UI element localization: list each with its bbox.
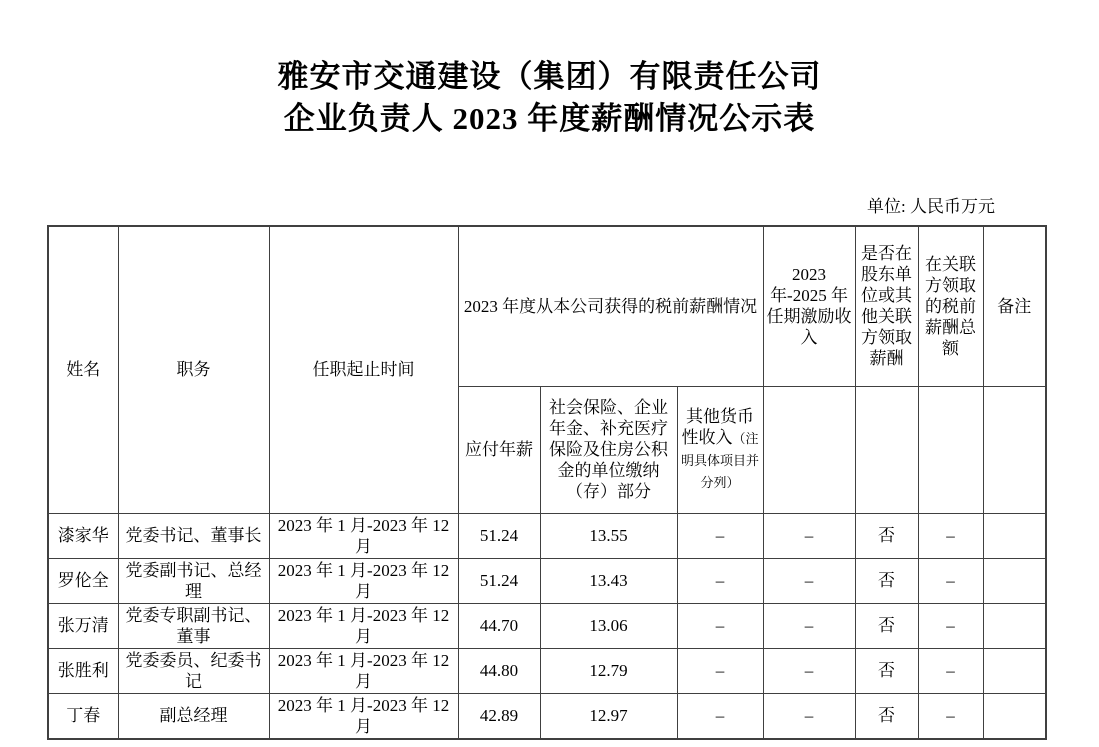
salary-table [47,225,1047,740]
cell-incentive: – [763,648,855,693]
header-term: 任职起止时间 [269,226,458,513]
header-position: 职务 [118,226,269,513]
header-term-incentive: 2023 年-2025 年任期激励收入 [763,226,855,386]
empty-cell-related-party-total [918,386,983,513]
cell-related-total: – [918,558,983,603]
cell-related-total: – [918,648,983,693]
cell-incentive: – [763,558,855,603]
empty-cell-related-party-question [855,386,918,513]
cell-term: 2023 年 1 月-2023 年 12 月 [269,648,458,693]
cell-name: 张胜利 [48,648,118,693]
cell-other-income: – [677,648,763,693]
header-salary-payable: 应付年薪 [458,386,540,513]
header-other-income-main: 其他货币性收入 [681,407,755,447]
cell-insurance: 13.06 [540,603,677,648]
title-line-1: 雅安市交通建设（集团）有限责任公司 [277,59,822,94]
cell-annual-salary: 51.24 [458,558,540,603]
title-line-2: 企业负责人 2023 年度薪酬情况公示表 [283,101,816,136]
cell-other-income: – [677,603,763,648]
table-row [48,603,1046,648]
cell-position: 党委书记、董事长 [118,513,269,558]
cell-annual-salary: 42.89 [458,693,540,739]
cell-insurance: 12.97 [540,693,677,739]
header-name: 姓名 [48,226,118,513]
cell-related-total: – [918,693,983,739]
table-row [48,693,1046,739]
cell-term: 2023 年 1 月-2023 年 12 月 [269,558,458,603]
header-social-insurance: 社会保险、企业年金、补充医疗保险及住房公积金的单位缴纳（存）部分 [540,386,677,513]
cell-term: 2023 年 1 月-2023 年 12 月 [269,513,458,558]
cell-term: 2023 年 1 月-2023 年 12 月 [269,603,458,648]
cell-position: 副总经理 [118,693,269,739]
header-other-income [677,386,763,513]
cell-remarks [983,558,1046,603]
empty-cell-remarks [983,386,1046,513]
document-title [0,56,1099,140]
cell-other-income: – [677,693,763,739]
cell-name: 罗伦全 [48,558,118,603]
cell-annual-salary: 51.24 [458,513,540,558]
cell-remarks [983,693,1046,739]
cell-incentive: – [763,603,855,648]
cell-other-income: – [677,558,763,603]
header-related-party-total: 在关联方领取的税前薪酬总额 [918,226,983,386]
header-salary-group: 2023 年度从本公司获得的税前薪酬情况 [458,226,763,386]
cell-remarks [983,648,1046,693]
unit-label: 单位: 人民币万元 [867,197,995,216]
cell-position: 党委副书记、总经理 [118,558,269,603]
cell-remarks [983,513,1046,558]
cell-term: 2023 年 1 月-2023 年 12 月 [269,693,458,739]
cell-insurance: 13.55 [540,513,677,558]
cell-annual-salary: 44.80 [458,648,540,693]
cell-related-flag: 否 [855,693,918,739]
cell-incentive: – [763,513,855,558]
cell-related-flag: 否 [855,603,918,648]
table-header-row-1 [48,226,1046,386]
table-row [48,513,1046,558]
cell-other-income: – [677,513,763,558]
table-row [48,648,1046,693]
header-other-income-note: （注明具体项目并分列） [681,431,760,490]
cell-insurance: 12.79 [540,648,677,693]
cell-related-flag: 否 [855,648,918,693]
cell-remarks [983,603,1046,648]
cell-name: 张万清 [48,603,118,648]
header-related-party-question: 是否在股东单位或其他关联方领取薪酬 [855,226,918,386]
cell-name: 漆家华 [48,513,118,558]
cell-annual-salary: 44.70 [458,603,540,648]
table-row [48,558,1046,603]
cell-position: 党委专职副书记、董事 [118,603,269,648]
cell-position: 党委委员、纪委书记 [118,648,269,693]
cell-related-total: – [918,603,983,648]
cell-related-total: – [918,513,983,558]
cell-name: 丁春 [48,693,118,739]
header-remarks: 备注 [983,226,1046,386]
cell-related-flag: 否 [855,513,918,558]
cell-related-flag: 否 [855,558,918,603]
empty-cell-term-incentive [763,386,855,513]
cell-insurance: 13.43 [540,558,677,603]
cell-incentive: – [763,693,855,739]
